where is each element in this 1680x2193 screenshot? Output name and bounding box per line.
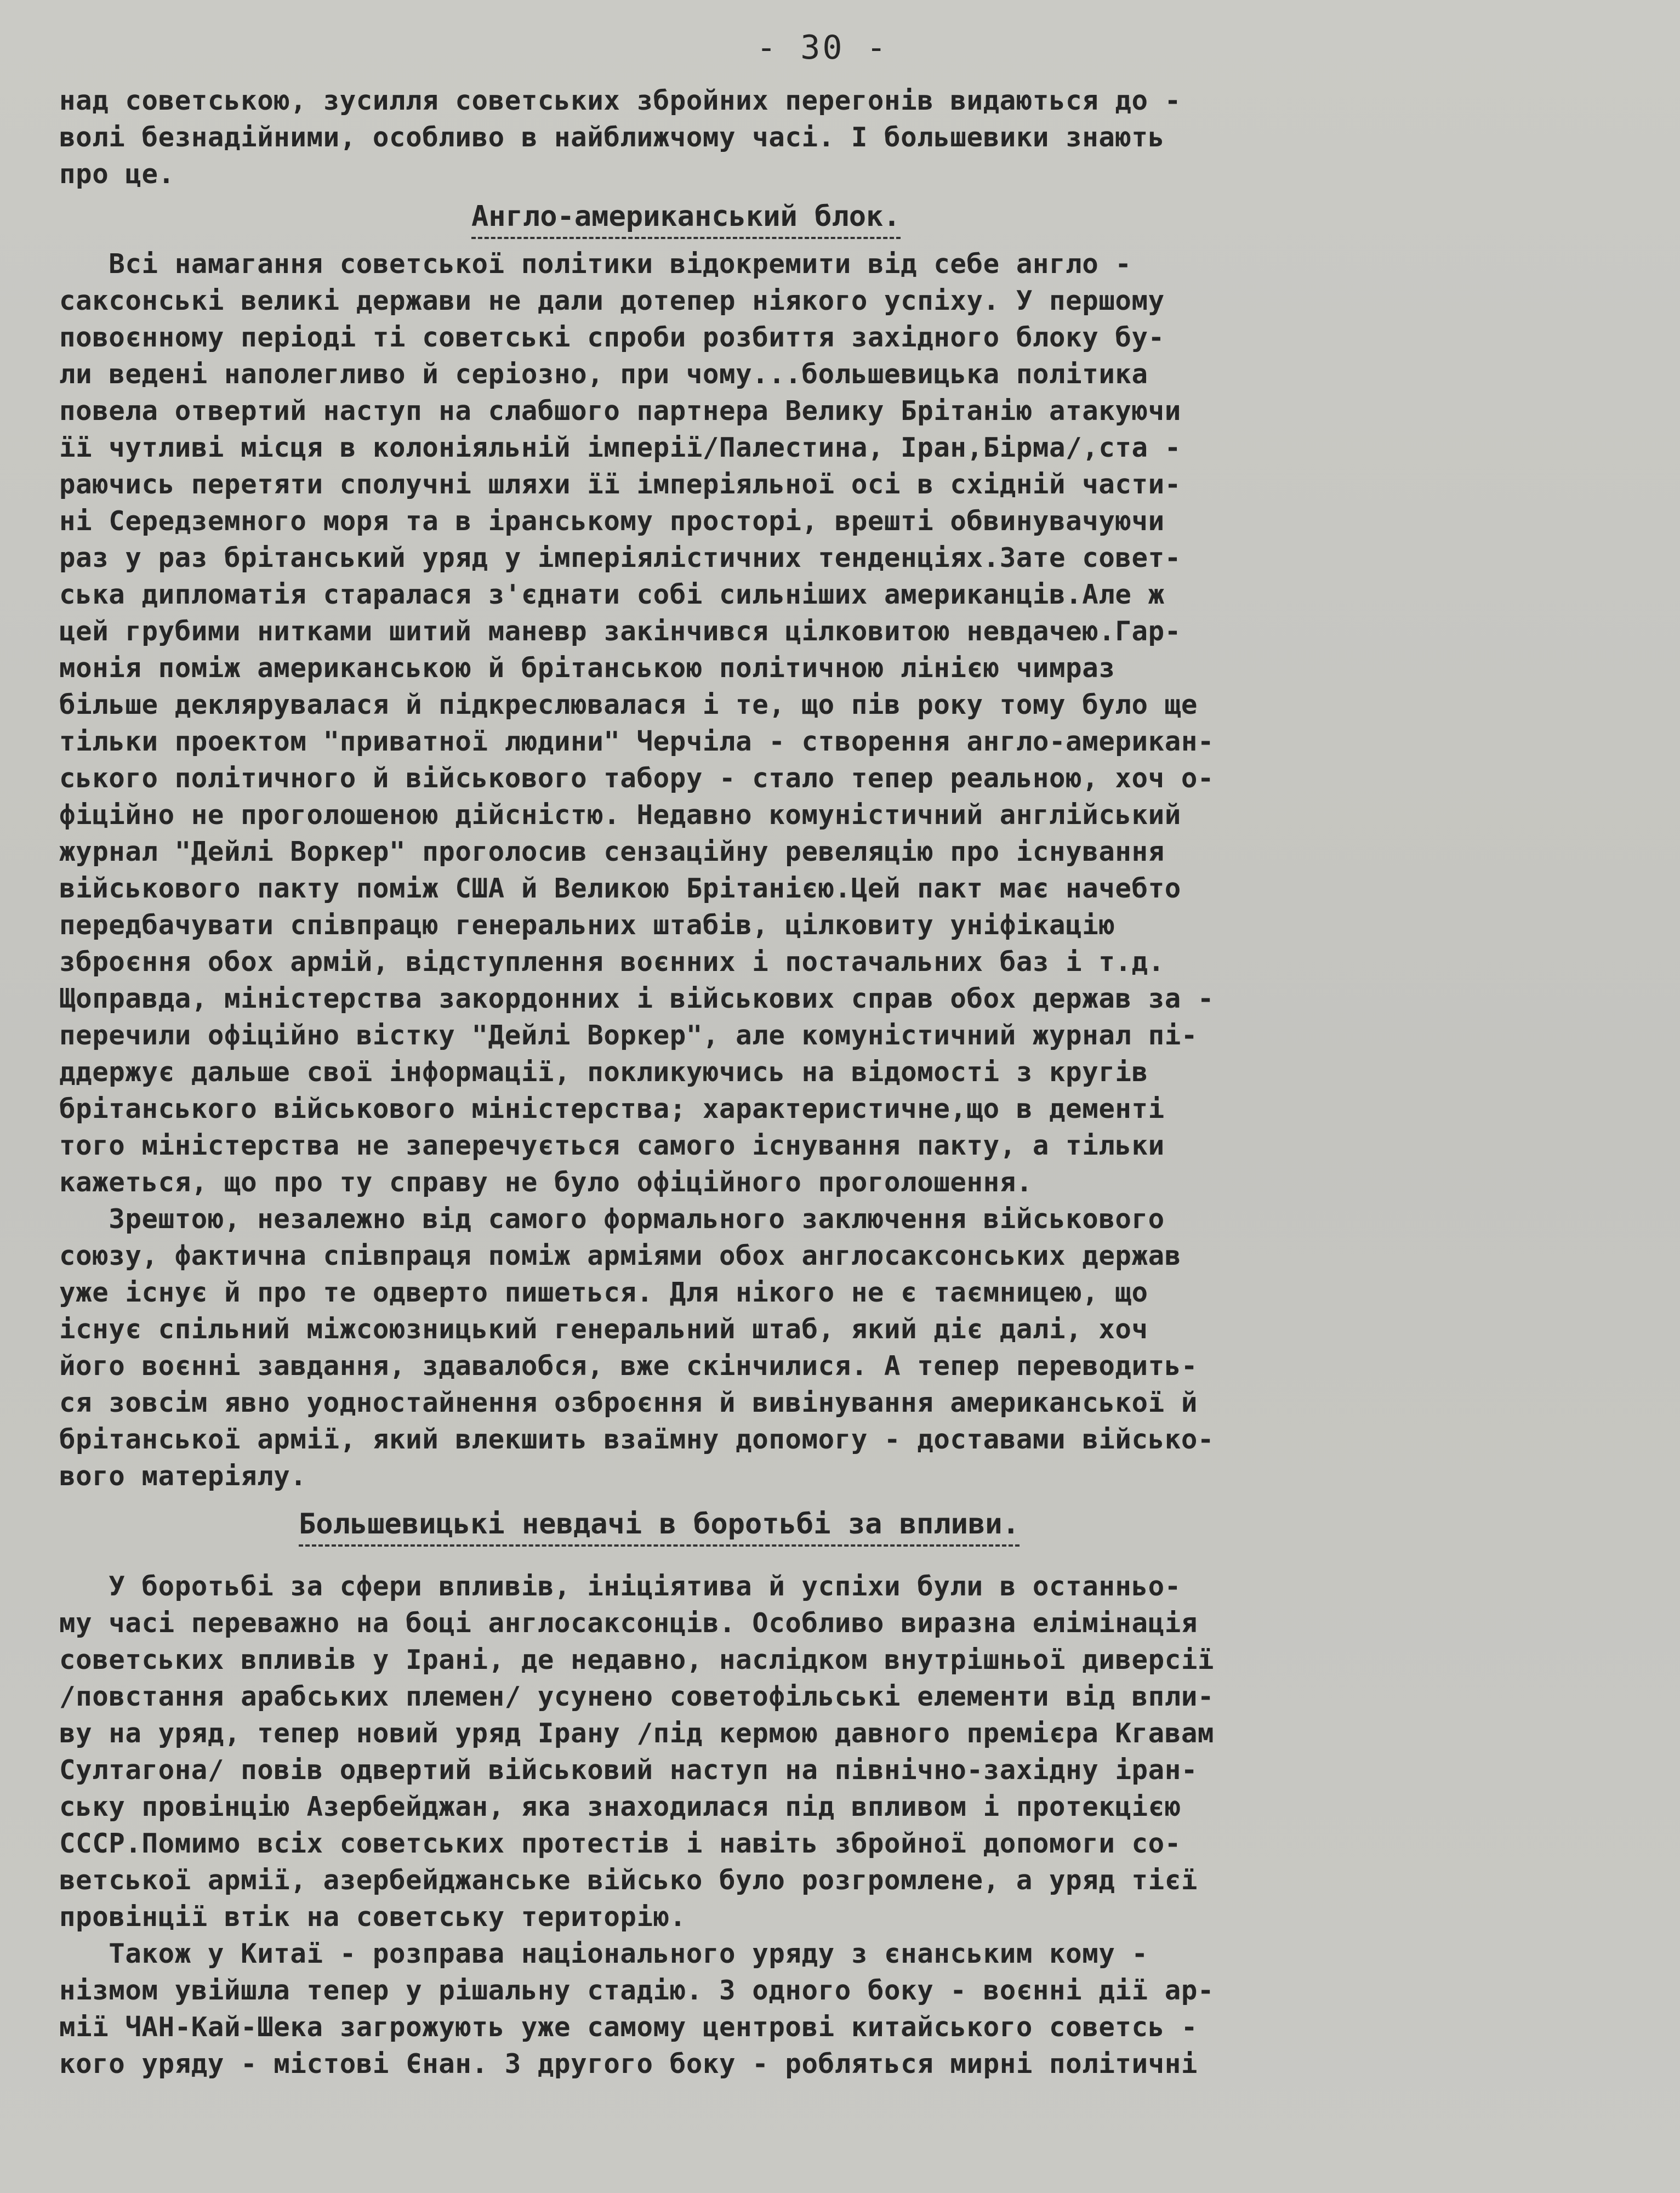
text-line: ддержує дальше свої інформації, покликуючись на відомості з кругів	[59, 1056, 1148, 1088]
page-number: - 30 -	[756, 29, 889, 67]
section-heading-anglo-american-bloc: Англо-американський блок.	[471, 197, 901, 239]
text-line: ні Середземного моря та в іранському просторі, врешті обвинувачуючи	[59, 505, 1165, 537]
text-line: зброєння обох армій, відступлення воєнних і постачальних баз і т.д.	[59, 946, 1165, 978]
text-line: перечили офіційно вістку "Дейлі Воркер", але комуністичний журнал пі-	[59, 1020, 1198, 1051]
text-line: Щоправда, міністерства закордонних і військових справ обох держав за -	[59, 983, 1215, 1014]
text-line: Султагона/ повів одвертий військовий наступ на північно-західну іран-	[59, 1754, 1198, 1786]
text-line: монія поміж американською й брітанською політичною лінією чимраз	[59, 652, 1115, 684]
text-line: існує спільний міжсоюзницький генеральний штаб, який діє далі, хоч	[59, 1314, 1148, 1345]
text-line: провінції втік на советську територію.	[59, 1901, 686, 1933]
text-line: брітанського військового міністерства; характеристичне,що в дементі	[59, 1093, 1165, 1124]
text-line: Зрештою, незалежно від самого формального заключення військового	[59, 1203, 1165, 1235]
text-line: ську провінцію Азербейджан, яка знаходилася під впливом і протекцією	[59, 1791, 1181, 1822]
text-line: СССР.Помимо всіх советських протестів і навіть збройної допомоги со-	[59, 1828, 1181, 1859]
text-line: нізмом увійшла тепер у рішальну стадію. З одного боку - воєнні дії ар-	[59, 1975, 1215, 2006]
text-line: повоєнному періоді ті советські спроби розбиття західного блоку бу-	[59, 322, 1165, 353]
text-line: му часі переважно на боці англосаксонців. Особливо виразна елімінація	[59, 1607, 1198, 1639]
text-line: журнал "Дейлі Воркер" проголосив сензаційну ревеляцію про існування	[59, 836, 1165, 867]
text-line: раз у раз брітанський уряд у імперіялістичних тенденціях.Зате совет-	[59, 542, 1181, 573]
section-heading-bolshevik-failures: Большевицькі невдачі в боротьбі за впливи.	[299, 1505, 1020, 1547]
section2-body	[59, 1568, 1638, 2082]
text-line: ська дипломатія старалася з'єднати собі сильніших американців.Але ж	[59, 579, 1165, 610]
text-line: ветської армії, азербейджанське військо було розгромлене, а уряд тієї	[59, 1865, 1198, 1896]
text-line: уже існує й про те одверто пишеться. Для нікого не є таємницею, що	[59, 1277, 1148, 1308]
text-line: кого уряду - містові Єнан. З другого боку - робляться мирні політичні	[59, 2048, 1198, 2080]
text-line: її чутливі місця в колоніяльній імперії/Палестина, Іран,Бірма/,ста -	[59, 432, 1181, 463]
text-line: ся зовсім явно уодностайнення озброєння й вивінування американської й	[59, 1387, 1198, 1418]
text-line: Всі намагання советської політики відокремити від себе англо -	[59, 248, 1132, 280]
text-line: советських впливів у Ірані, де недавно, наслідком внутрішньої диверсії	[59, 1644, 1215, 1675]
text-line: над советською, зусилля советських збройних перегонів видаються до -	[59, 85, 1181, 116]
text-line: брітанської армії, який влекшить взаїмну допомогу - доставами військо-	[59, 1424, 1215, 1455]
text-line: тільки проектом "приватної людини" Черчіла - створення англо-американ-	[59, 726, 1215, 757]
text-line: союзу, фактична співпраця поміж арміями обох англосаксонських держав	[59, 1240, 1181, 1271]
text-line: раючись перетяти сполучні шляхи її імперіяльної осі в східній части-	[59, 469, 1181, 500]
text-line: У боротьбі за сфери впливів, ініціятива й успіхи були в останньо-	[59, 1571, 1181, 1602]
text-line: ву на уряд, тепер новий уряд Ірану /під кермою давного премієра Кгавам	[59, 1718, 1215, 1749]
text-line: Також у Китаї - розправа національного уряду з єнанським кому -	[59, 1938, 1148, 1969]
text-line: більше деклярувалася й підкреслювалася і те, що пів року тому було ще	[59, 689, 1198, 720]
text-line: /повстання арабських племен/ усунено советофільські елементи від впли-	[59, 1681, 1215, 1712]
text-line: волі безнадійними, особливо в найближчому часі. І большевики знають	[59, 122, 1165, 153]
text-line: вого матеріялу.	[59, 1461, 307, 1492]
text-line: передбачувати співпрацю генеральних штабів, цілковиту уніфікацію	[59, 910, 1115, 941]
text-line: мії ЧАН-Кай-Шека загрожують уже самому центрові китайського советсь -	[59, 2012, 1198, 2043]
text-line: цей грубими нитками шитий маневр закінчився цілковитою невдачею.Гар-	[59, 616, 1181, 647]
section1-body	[59, 246, 1638, 1495]
text-line: того міністерства не заперечується самого існування пакту, а тільки	[59, 1130, 1165, 1161]
text-line: фіційно не проголошеною дійсністю. Недавно комуністичний англійський	[59, 799, 1181, 831]
text-line: кажеться, що про ту справу не було офіційного проголошення.	[59, 1167, 1033, 1198]
text-line: ли ведені наполегливо й серіозно, при чому...большевицька політика	[59, 359, 1148, 390]
text-line: військового пакту поміж США й Великою Брітанією.Цей пакт має начебто	[59, 873, 1181, 904]
text-line: про це.	[59, 158, 175, 190]
text-line: ського політичного й військового табору - стало тепер реальною, хоч о-	[59, 763, 1215, 794]
intro-paragraph	[59, 82, 1638, 192]
text-line: саксонські великі держави не дали дотепер ніякого успіху. У першому	[59, 285, 1165, 316]
text-line: його воєнні завдання, здавалобся, вже скінчилися. А тепер переводить-	[59, 1350, 1198, 1382]
text-line: повела отвертий наступ на слабшого партнера Велику Брітанію атакуючи	[59, 395, 1181, 427]
